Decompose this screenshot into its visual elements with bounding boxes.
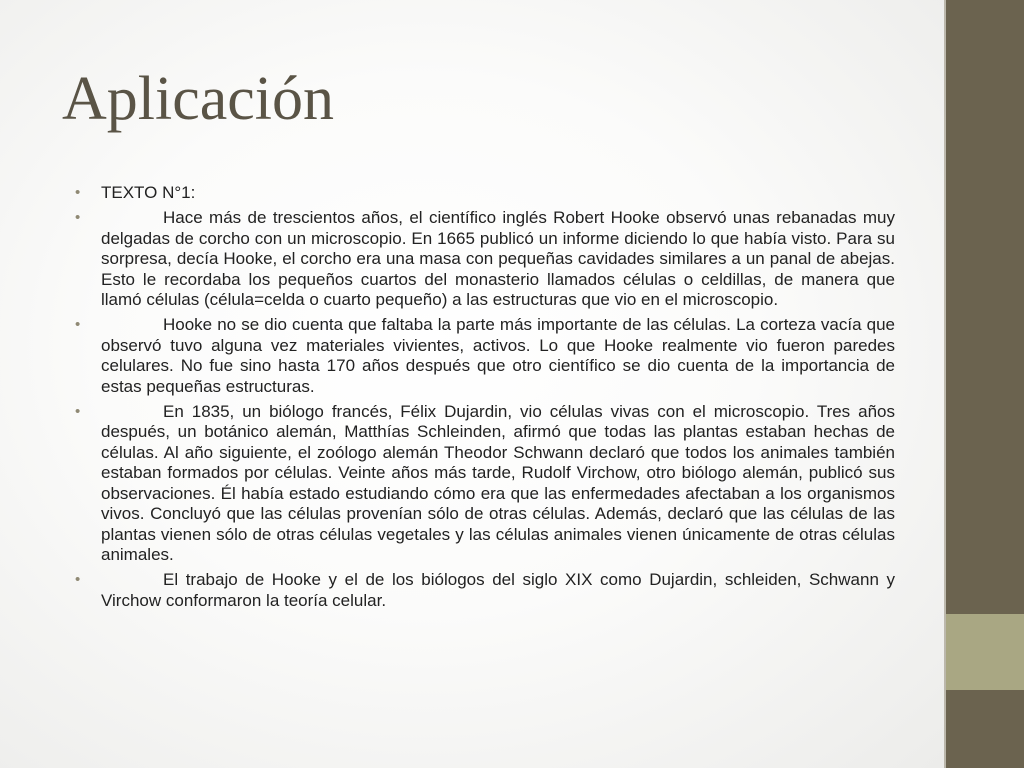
list-item-text: En 1835, un biólogo francés, Félix Dujardin, vio células vivas con el microscopio. Tres años después, un botánico alemán, Matthías Schleinden, afirmó que todas las plantas estaban hechas de células. Al año siguiente, el zoólogo alemán Theodor Schwann declaró que todos los animales también estaban formados por células. Veinte años más tarde, Rudolf Virchow, otro biólogo alemán, publicó sus observaciones. Él había estado estudiando cómo era que las enfermedades afectaban a los organismos vivos. Concluyó que las células provenían sólo de otras células. Además, declaró que las células de las plantas vienen sólo de otras células vegetales y las células animales vienen únicamente de otras células animales. (101, 402, 895, 564)
bullet-icon: • (75, 209, 81, 227)
list-item-text: TEXTO N°1: (101, 183, 196, 202)
list-item (75, 402, 895, 565)
decorative-sidebar-band (946, 614, 1024, 690)
list-item (75, 570, 895, 611)
list-item (75, 208, 895, 310)
bullet-icon: • (75, 316, 81, 334)
slide-title: Aplicación (62, 65, 335, 133)
list-item (75, 183, 895, 203)
bullet-icon: • (75, 184, 81, 201)
bullet-icon: • (75, 403, 81, 421)
list-item-text: Hooke no se dio cuenta que faltaba la parte más importante de las células. La corteza vacía que observó tuvo alguna vez materiales vivientes, activos. Lo que Hooke realmente vio fueron paredes celulares. No fue sino hasta 170 años después que otro científico se dio cuenta de la importancia de estas pequeñas estructuras. (101, 315, 895, 396)
list-item (75, 315, 895, 397)
list-item-text: El trabajo de Hooke y el de los biólogos del siglo XIX como Dujardin, schleiden, Schwann y Virchow conformaron la teoría celular. (101, 570, 895, 610)
list-item-text: Hace más de trescientos años, el científico inglés Robert Hooke observó unas rebanadas muy delgadas de corcho con un microscopio. En 1665 publicó un informe diciendo lo que había visto. Para su sorpresa, decía Hooke, el corcho era una masa con pequeñas cavidades similares a un panal de abejas. Esto le recordaba los pequeños cuartos del monasterio llamados células o celdillas, de manera que llamó células (célula=celda o cuarto pequeño) a las estructuras que vio en el microscopio. (101, 208, 895, 310)
bullet-icon: • (75, 571, 81, 589)
bullet-list (75, 183, 895, 616)
